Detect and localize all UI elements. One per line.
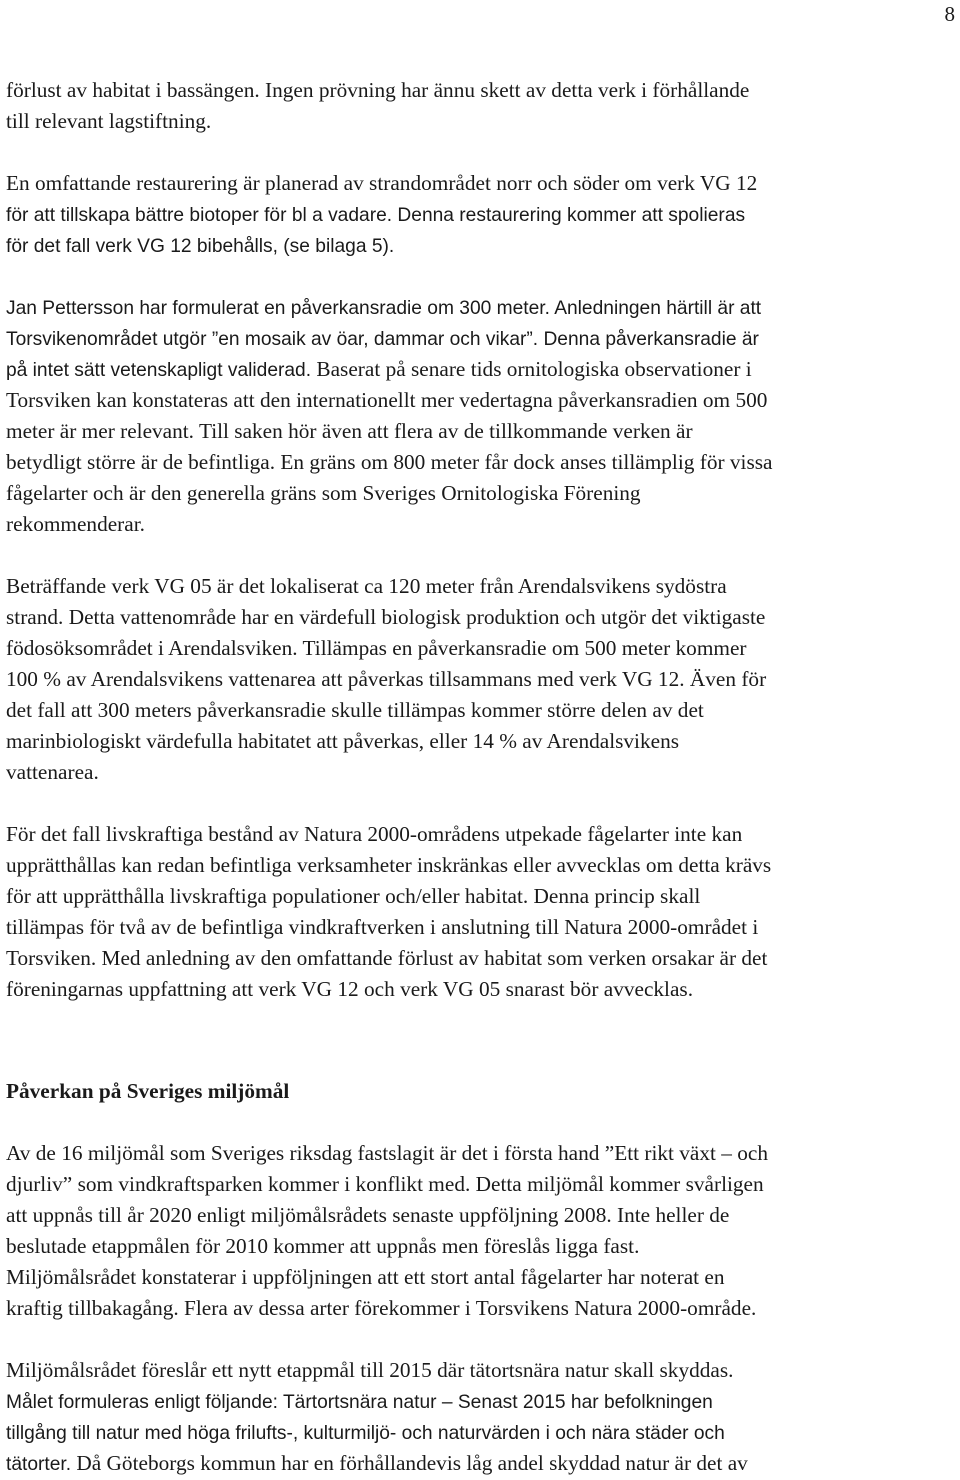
text-line [6, 478, 958, 509]
text-segment: Beträffande verk VG 05 är det lokaliserat ca 120 meter från Arendalsvikens sydöstra [6, 574, 727, 598]
text-segment: Baserat på senare tids ornitologiska observationer i [311, 357, 752, 381]
paragraph [6, 571, 958, 788]
text-segment: på intet sätt vetenskapligt validerad. [6, 360, 312, 381]
text-line [6, 633, 958, 664]
text-line [6, 199, 958, 230]
text-segment: beslutade etappmålen för 2010 kommer att uppnås men föreslås ligga fast. [6, 1234, 640, 1258]
text-line [6, 1417, 958, 1448]
text-line [6, 75, 958, 106]
text-line [6, 757, 958, 788]
text-segment: Av de 16 miljömål som Sveriges riksdag fastslagit är det i första hand ”Ett rikt växt – och [6, 1141, 768, 1165]
text-segment: Torsviken kan konstateras att den internationellt mer vedertagna påverkansradien om 500 [6, 388, 768, 412]
text-segment: tätorter. [6, 1454, 72, 1475]
text-segment: Då Göteborgs kommun har en förhållandevis låg andel skyddad natur är det av [71, 1451, 748, 1475]
text-line [6, 416, 958, 447]
text-line [6, 292, 958, 323]
text-line [6, 1169, 958, 1200]
text-segment: att uppnås till år 2020 enligt miljömålsrådets senaste uppföljning 2008. Inte heller de [6, 1203, 730, 1227]
text-segment: förlust av habitat i bassängen. Ingen prövning har ännu skett av detta verk i förhållande [6, 78, 750, 102]
text-line [6, 323, 958, 354]
text-segment: det fall att 300 meters påverkansradie skulle tillämpas kommer större delen av det [6, 698, 704, 722]
text-segment: betydligt större är de befintliga. En gräns om 800 meter får dock anses tillämplig för vissa [6, 450, 773, 474]
text-line [6, 819, 958, 850]
text-line [6, 106, 958, 137]
text-segment: för att tillskapa bättre biotoper för bl a vadare. Denna restaurering kommer att spolieras [6, 205, 746, 226]
text-line [6, 447, 958, 478]
paragraph [6, 1355, 958, 1479]
text-segment: Jan Pettersson har formulerat en påverkansradie om 300 meter. Anledningen härtill är att [6, 298, 762, 319]
text-segment: En omfattande restaurering är planerad av strandområdet norr och söder om verk VG 12 [6, 171, 758, 195]
text-segment: tillämpas för två av de befintliga vindkraftverken i anslutning till Natura 2000-området i [6, 915, 759, 939]
text-line [6, 943, 958, 974]
page-number: 8 [944, 2, 955, 26]
text-segment: Tärtortsnära natur – Senast 2015 har befolkningen [282, 1392, 713, 1413]
text-line [6, 1262, 958, 1293]
text-line [6, 974, 958, 1005]
text-line [6, 1355, 958, 1386]
text-line [6, 695, 958, 726]
text-line [6, 230, 958, 261]
text-line [6, 912, 958, 943]
text-line [6, 1138, 958, 1169]
paragraph [6, 819, 958, 1005]
text-segment: fågelarter och är den generella gräns som Sveriges Ornitologiska Förening [6, 481, 641, 505]
text-segment: Torsvikenområdet utgör ”en mosaik av öar, dammar och vikar”. Denna påverkansradie är [6, 329, 759, 350]
text-segment: 100 % av Arendalsvikens vattenarea att påverkas tillsammans med verk VG 12. Även för [6, 667, 767, 691]
text-line [6, 385, 958, 416]
text-line [6, 168, 958, 199]
text-segment: Torsviken. Med anledning av den omfattande förlust av habitat som verken orsakar är det [6, 946, 768, 970]
text-line [6, 1448, 958, 1479]
text-segment: tillgång till natur med höga frilufts-, kulturmiljö- och naturvärden i och nära städer och [6, 1423, 725, 1444]
text-line [6, 509, 958, 540]
text-line [6, 1231, 958, 1262]
text-segment: För det fall livskraftiga bestånd av Natura 2000-områdens utpekade fågelarter inte kan [6, 822, 743, 846]
text-line [6, 1200, 958, 1231]
paragraph [6, 292, 958, 540]
paragraphs-section-2 [6, 1138, 958, 1479]
text-line [6, 1293, 958, 1324]
text-line [6, 602, 958, 633]
text-segment: rekommenderar. [6, 512, 145, 536]
paragraph [6, 1138, 958, 1324]
text-line [6, 850, 958, 881]
text-line [6, 571, 958, 602]
text-segment: vattenarea. [6, 760, 99, 784]
section-heading: Påverkan på Sveriges miljömål [6, 1079, 290, 1103]
paragraph [6, 75, 958, 137]
text-segment: upprätthållas kan redan befintliga verksamheter inskränkas eller avvecklas om detta krävs [6, 853, 772, 877]
paragraph [6, 168, 958, 261]
text-segment: för det fall verk VG 12 bibehålls, (se bilaga 5). [6, 236, 395, 257]
text-segment: meter är mer relevant. Till saken hör även att flera av de tillkommande verken är [6, 419, 693, 443]
text-line [6, 726, 958, 757]
text-line [6, 354, 958, 385]
text-segment: för att upprätthålla livskraftiga populationer och/eller habitat. Denna princip skall [6, 884, 701, 908]
document-body [6, 75, 958, 1479]
text-segment: Miljömålsrådet föreslår ett nytt etappmål till 2015 där tätortsnära natur skall skyddas. [6, 1358, 734, 1382]
text-segment: kraftig tillbakagång. Flera av dessa arter förekommer i Torsvikens Natura 2000-område. [6, 1296, 757, 1320]
text-segment: till relevant lagstiftning. [6, 109, 212, 133]
text-segment: föreningarnas uppfattning att verk VG 12 och verk VG 05 snarast bör avvecklas. [6, 977, 694, 1001]
text-segment: Målet formuleras enligt följande: [6, 1392, 283, 1413]
text-segment: Miljömålsrådet konstaterar i uppföljningen att ett stort antal fågelarter har noterat en [6, 1265, 725, 1289]
text-segment: strand. Detta vattenområde har en värdefull biologisk produktion och utgör det viktigaste [6, 605, 766, 629]
text-segment: marinbiologiskt värdefulla habitatet att påverkas, eller 14 % av Arendalsvikens [6, 729, 680, 753]
text-line [6, 1386, 958, 1417]
paragraphs-section [6, 75, 958, 1005]
text-segment: djurliv” som vindkraftsparken kommer i konflikt med. Detta miljömål kommer svårligen [6, 1172, 764, 1196]
text-line [6, 664, 958, 695]
text-segment: födosöksområdet i Arendalsviken. Tillämpas en påverkansradie om 500 meter kommer [6, 636, 747, 660]
text-line [6, 881, 958, 912]
